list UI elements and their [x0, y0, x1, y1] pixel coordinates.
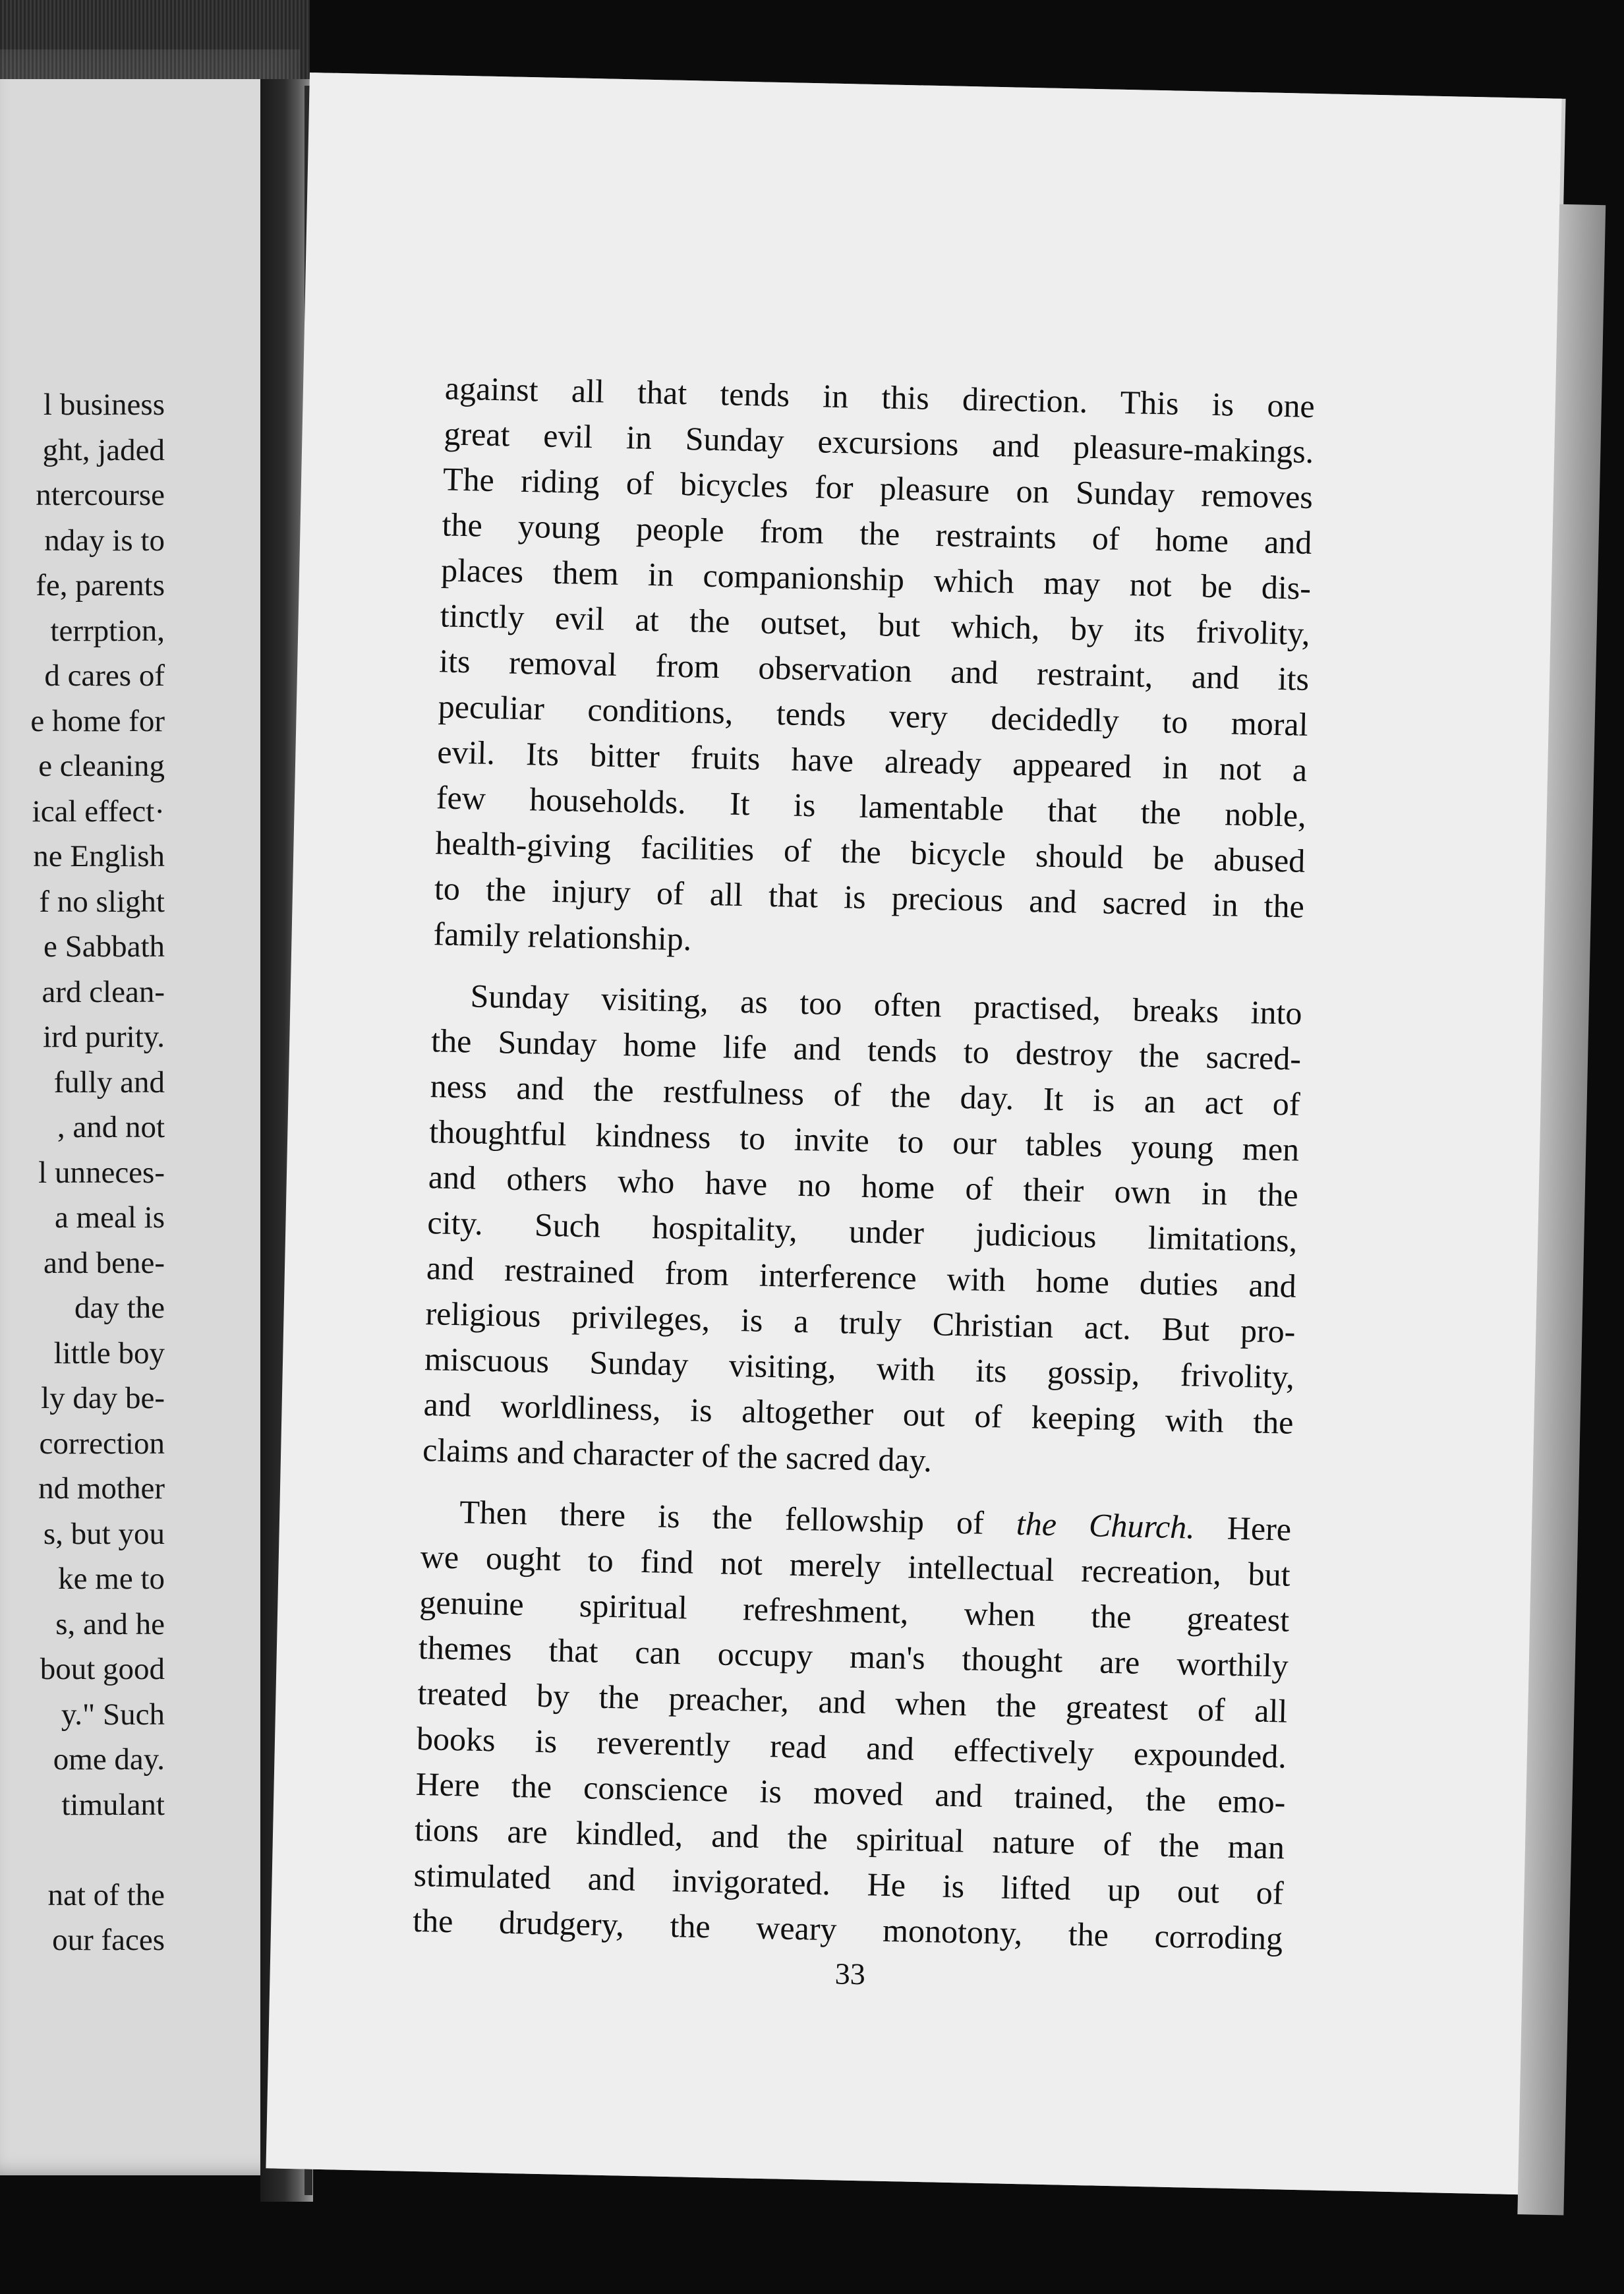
- text-line: genuine spiritual refreshment, when the greatest: [419, 1583, 1290, 1639]
- left-page-line: timulant: [61, 1787, 165, 1822]
- text-line: to the injury of all that is precious and sacred in the: [434, 869, 1305, 925]
- text-line: miscuous Sunday visiting, with its gossip, frivolity,: [424, 1340, 1295, 1396]
- left-page-line: e cleaning: [38, 749, 165, 783]
- left-page-line: nday is to: [44, 523, 165, 558]
- left-page-line: our faces: [52, 1923, 165, 1957]
- paragraph: [433, 365, 1315, 974]
- right-page: [266, 73, 1561, 2194]
- text-line: places them in companionship which may not be dis-: [440, 551, 1312, 606]
- text-line: city. Such hospitality, under judicious limitations,: [426, 1204, 1298, 1259]
- left-page-line: bout good: [40, 1652, 165, 1686]
- left-page-line: ne English: [33, 839, 165, 873]
- text-line: claims and character of the sacred day.: [422, 1431, 933, 1479]
- text-line: peculiar conditions, tends very decidedly to moral: [438, 688, 1309, 743]
- left-page-line: nd mother: [38, 1471, 165, 1506]
- text-run: Here: [1194, 1508, 1292, 1548]
- text-line: family relationship.: [433, 915, 692, 958]
- text-line: and worldliness, is altogether out of keeping with the: [423, 1386, 1294, 1441]
- text-line: The riding of bicycles for pleasure on Sunday removes: [442, 460, 1314, 516]
- text-line: and others who have no home of their own in the: [428, 1158, 1299, 1214]
- book-cover-edge: [0, 0, 310, 79]
- left-page-line: ard clean-: [42, 974, 165, 1009]
- text-line: its removal from observation and restraint, and its: [438, 642, 1310, 697]
- left-page-line: f no slight: [39, 884, 165, 919]
- left-page-line: ird purity.: [43, 1020, 165, 1054]
- left-page-line: ght, jaded: [42, 432, 165, 467]
- left-page-line: ly day be-: [41, 1381, 165, 1415]
- text-line: health-giving facilities of the bicycle should be abused: [434, 824, 1306, 879]
- text-line: the Sunday home life and tends to destroy the sacred-: [430, 1022, 1302, 1077]
- left-page-line: fe, parents: [36, 568, 165, 603]
- text-line: few households. It is lamentable that the noble,: [436, 779, 1307, 834]
- left-page-line: e Sabbath: [43, 929, 165, 964]
- left-page-line: l unneces-: [38, 1155, 165, 1190]
- left-page-line: fully and: [53, 1065, 165, 1100]
- text-line: ness and the restfulness of the day. It is an act of: [430, 1067, 1301, 1123]
- left-facing-page: [0, 49, 300, 2175]
- left-page-line: ome day.: [53, 1742, 165, 1777]
- left-page-line: , and not: [57, 1110, 165, 1144]
- left-page-line: [0, 1827, 165, 1873]
- page-number: 33: [834, 1956, 866, 1991]
- left-page-line: terrption,: [50, 613, 165, 648]
- left-page-line: y." Such: [61, 1697, 165, 1732]
- text-line: and restrained from interference with home duties and: [426, 1249, 1297, 1305]
- left-page-line: correction: [39, 1426, 165, 1461]
- text-line: evil. Its bitter fruits have already appeared in not a: [436, 733, 1308, 788]
- left-page-line: and bene-: [44, 1245, 165, 1280]
- text-line: thoughtful kindness to invite to our tables young men: [428, 1113, 1300, 1168]
- left-page-line: d cares of: [44, 659, 165, 693]
- left-page-line: a meal is: [54, 1200, 165, 1235]
- italic-text-run: the Church.: [1016, 1504, 1196, 1546]
- text-line: religious privileges, is a truly Christian act. But pro-: [425, 1295, 1296, 1350]
- left-page-line: nat of the: [47, 1877, 165, 1912]
- paragraph: [422, 972, 1303, 1490]
- left-page-line: s, and he: [55, 1606, 165, 1641]
- text-run: Then there is the fellowship of: [459, 1493, 1017, 1542]
- text-line: stimulated and invigorated. He is lifted up out of: [413, 1856, 1285, 1912]
- paragraph: [413, 1488, 1292, 1961]
- text-line: we ought to find not merely intellectual recreation, but: [420, 1538, 1291, 1593]
- text-line: tions are kindled, and the spiritual nature of the man: [414, 1810, 1285, 1866]
- page-edge: [1517, 204, 1606, 2216]
- left-page-line: ntercourse: [36, 478, 165, 512]
- left-page-line: ke me to: [58, 1562, 165, 1596]
- text-line: against all that tends in this direction. This is one: [444, 369, 1316, 425]
- text-line: tinctly evil at the outset, but which, by its frivolity,: [440, 597, 1311, 652]
- left-page-line: s, but you: [43, 1516, 165, 1551]
- text-line: Here the conscience is moved and trained, the emo-: [415, 1765, 1286, 1821]
- left-page-line: day the: [74, 1291, 165, 1325]
- text-line: Sunday visiting, as too often practised, breaks into: [470, 977, 1303, 1032]
- text-line: themes that can occupy man's thought are worthily: [418, 1628, 1289, 1684]
- left-page-line: little boy: [53, 1336, 165, 1370]
- left-page-line: l business: [43, 388, 165, 422]
- left-page-line: ical effect·: [32, 794, 165, 829]
- left-page-line: e home for: [30, 703, 165, 738]
- text-line: great evil in Sunday excursions and pleasure-makings.: [443, 415, 1314, 471]
- body-text: [413, 365, 1316, 1961]
- text-line: the young people from the restraints of home and: [442, 506, 1312, 561]
- text-line: books is reverently read and effectively expounded.: [416, 1719, 1287, 1775]
- text-line: treated by the preacher, and when the greatest of all: [417, 1674, 1288, 1730]
- text-line: the drudgery, the weary monotony, the corroding: [412, 1901, 1283, 1957]
- left-page-text: [0, 382, 165, 1963]
